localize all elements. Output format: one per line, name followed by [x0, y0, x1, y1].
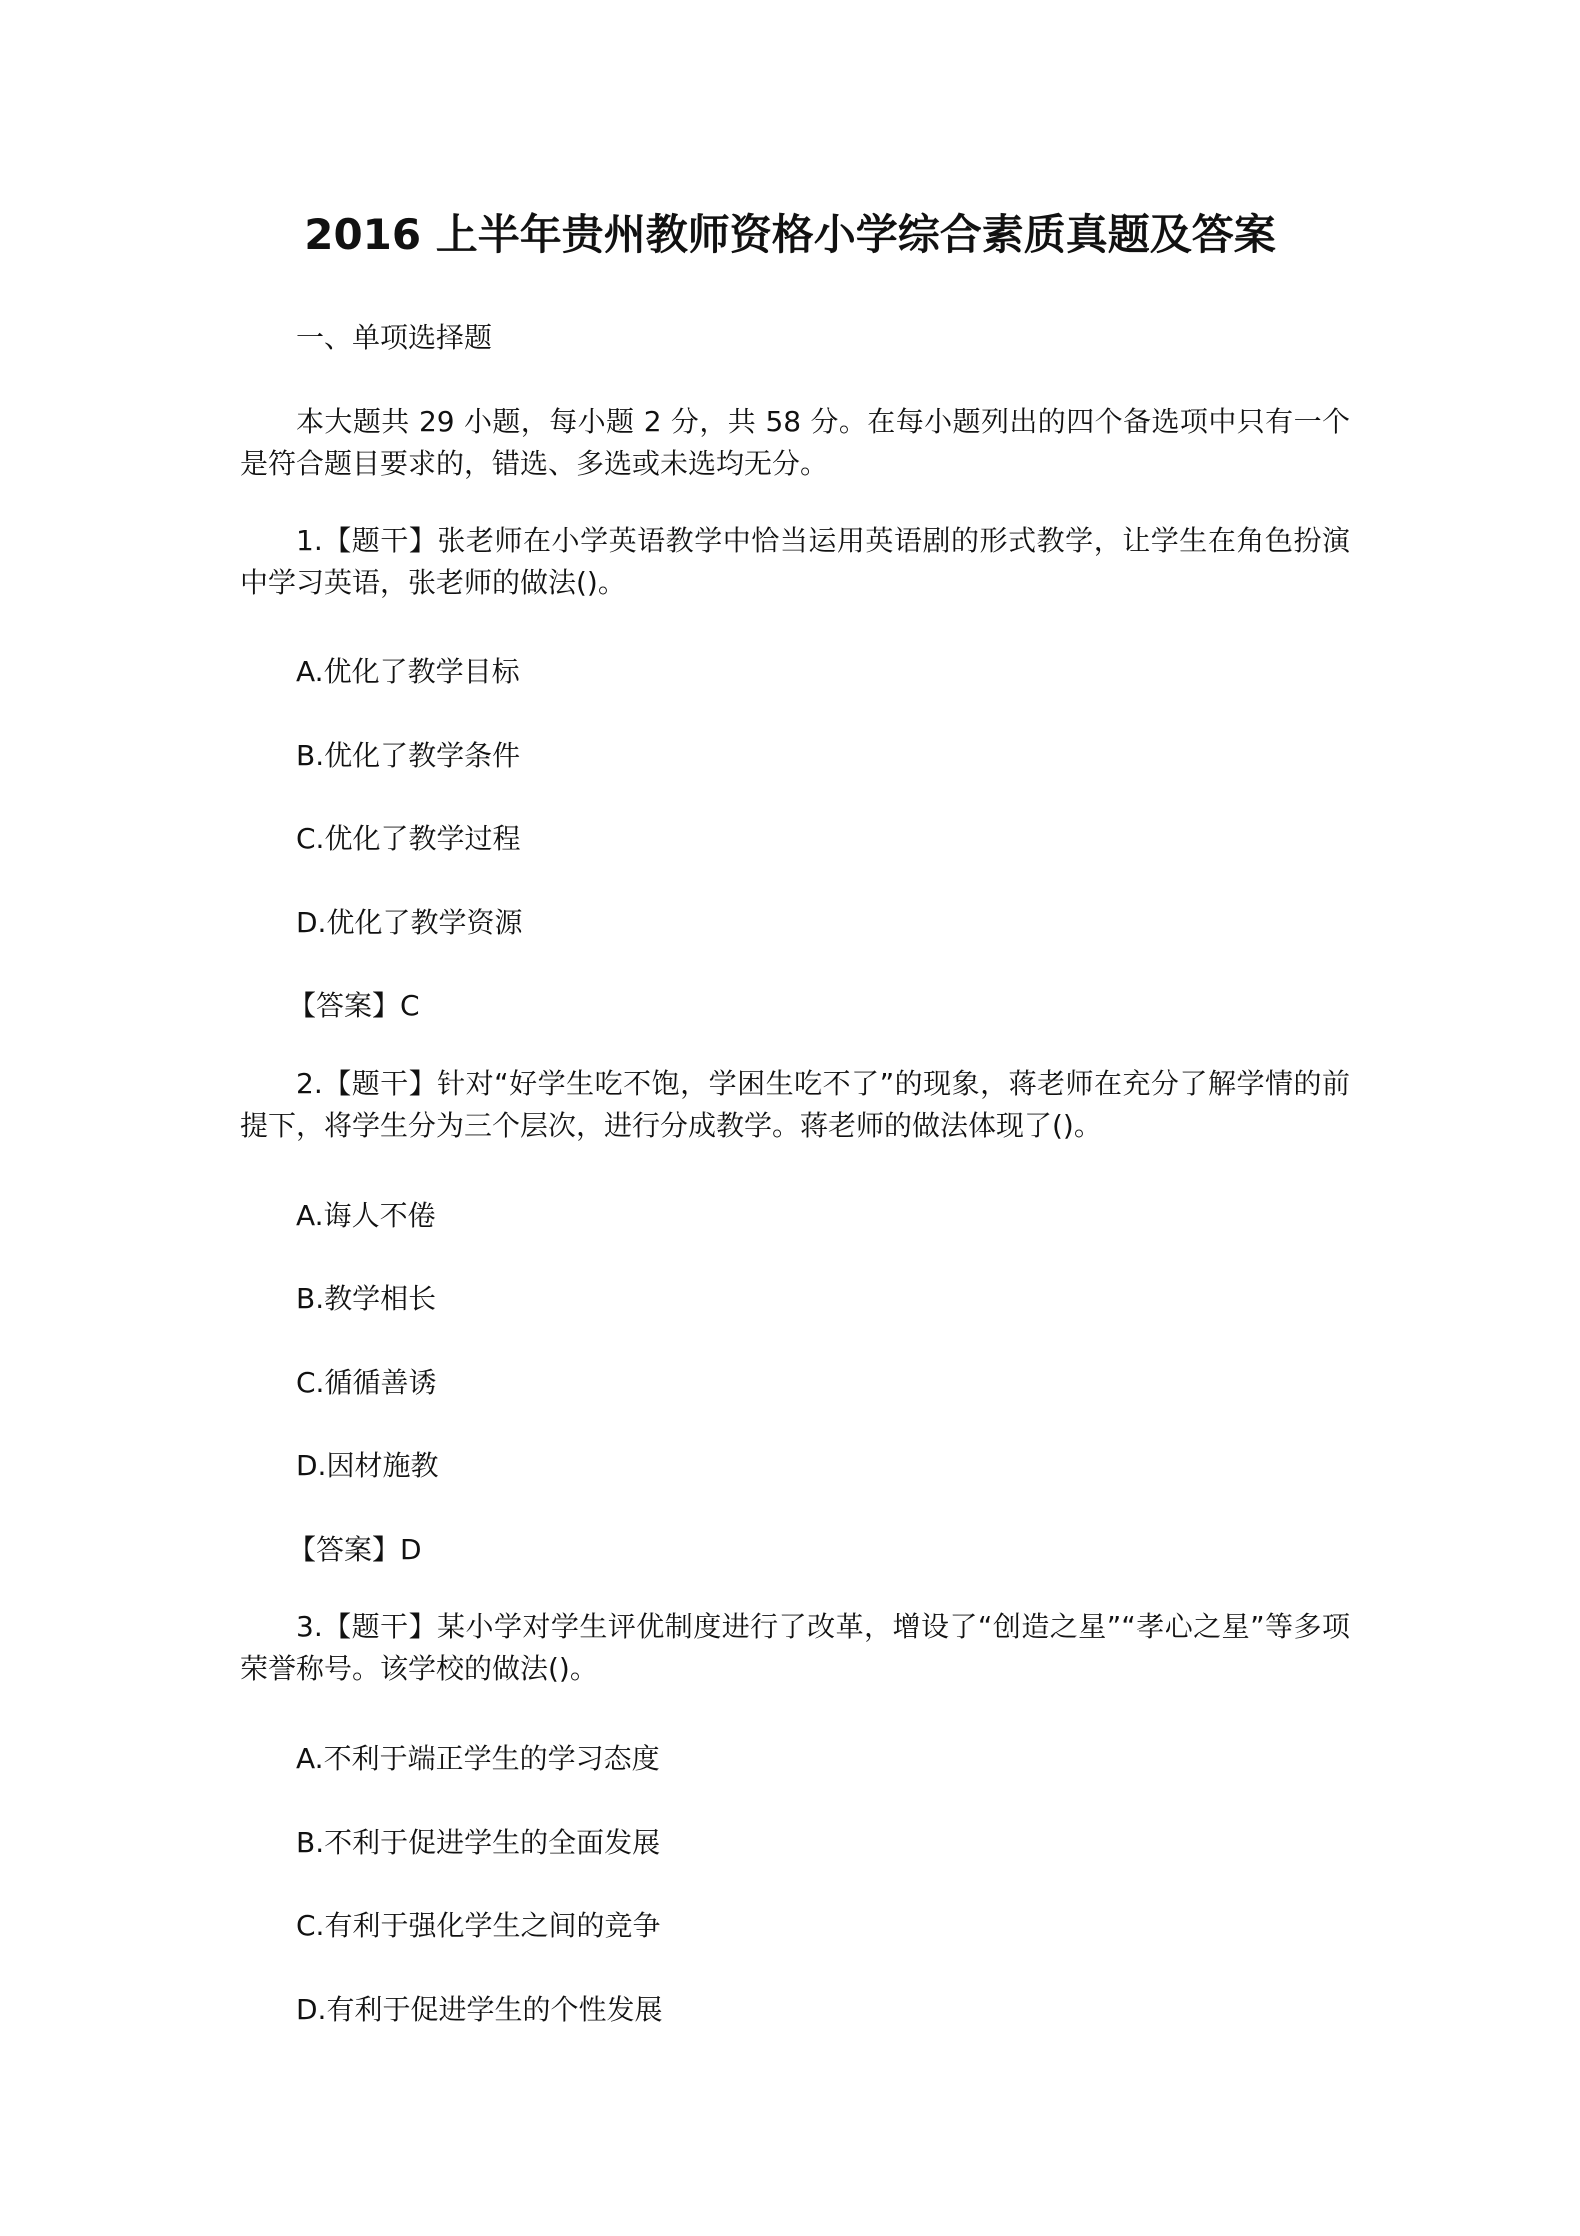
document-title: 2016 上半年贵州教师资格小学综合素质真题及答案 [304, 210, 1276, 259]
question-1-stem: 1.【题干】张老师在小学英语教学中恰当运用英语剧的形式教学，让学生在角色扮演中学习英语，张老师的做法()。 [240, 524, 1350, 599]
question-3-option-c: C.有利于强化学生之间的竞争 [296, 1909, 661, 1942]
question-2-option-d: D.因材施教 [296, 1449, 439, 1482]
question-2-stem: 2.【题干】针对“好学生吃不饱，学困生吃不了”的现象，蒋老师在充分了解学情的前提下，将学生分为三个层次，进行分成教学。蒋老师的做法体现了()。 [240, 1067, 1350, 1142]
question-3-option-b: B.不利于促进学生的全面发展 [296, 1826, 661, 1859]
section-heading: 一、单项选择题 [296, 321, 493, 354]
question-3-stem: 3.【题干】某小学对学生评优制度进行了改革，增设了“创造之星”“孝心之星”等多项荣誉称号。该学校的做法()。 [240, 1610, 1350, 1685]
question-2-answer: 【答案】D [288, 1533, 422, 1566]
question-2-option-a: A.诲人不倦 [296, 1199, 436, 1232]
question-1-answer: 【答案】C [288, 989, 420, 1022]
question-1-option-d: D.优化了教学资源 [296, 906, 523, 939]
question-2-option-c: C.循循善诱 [296, 1366, 437, 1399]
instructions-paragraph: 本大题共 29 小题，每小题 2 分，共 58 分。在每小题列出的四个备选项中只有一个是符合题目要求的，错选、多选或未选均无分。 [240, 405, 1350, 480]
question-2-option-b: B.教学相长 [296, 1282, 437, 1315]
question-1-option-a: A.优化了教学目标 [296, 655, 520, 688]
question-3-option-a: A.不利于端正学生的学习态度 [296, 1742, 660, 1775]
question-3-option-d: D.有利于促进学生的个性发展 [296, 1993, 663, 2026]
question-1-option-b: B.优化了教学条件 [296, 739, 521, 772]
question-1-option-c: C.优化了教学过程 [296, 822, 521, 855]
